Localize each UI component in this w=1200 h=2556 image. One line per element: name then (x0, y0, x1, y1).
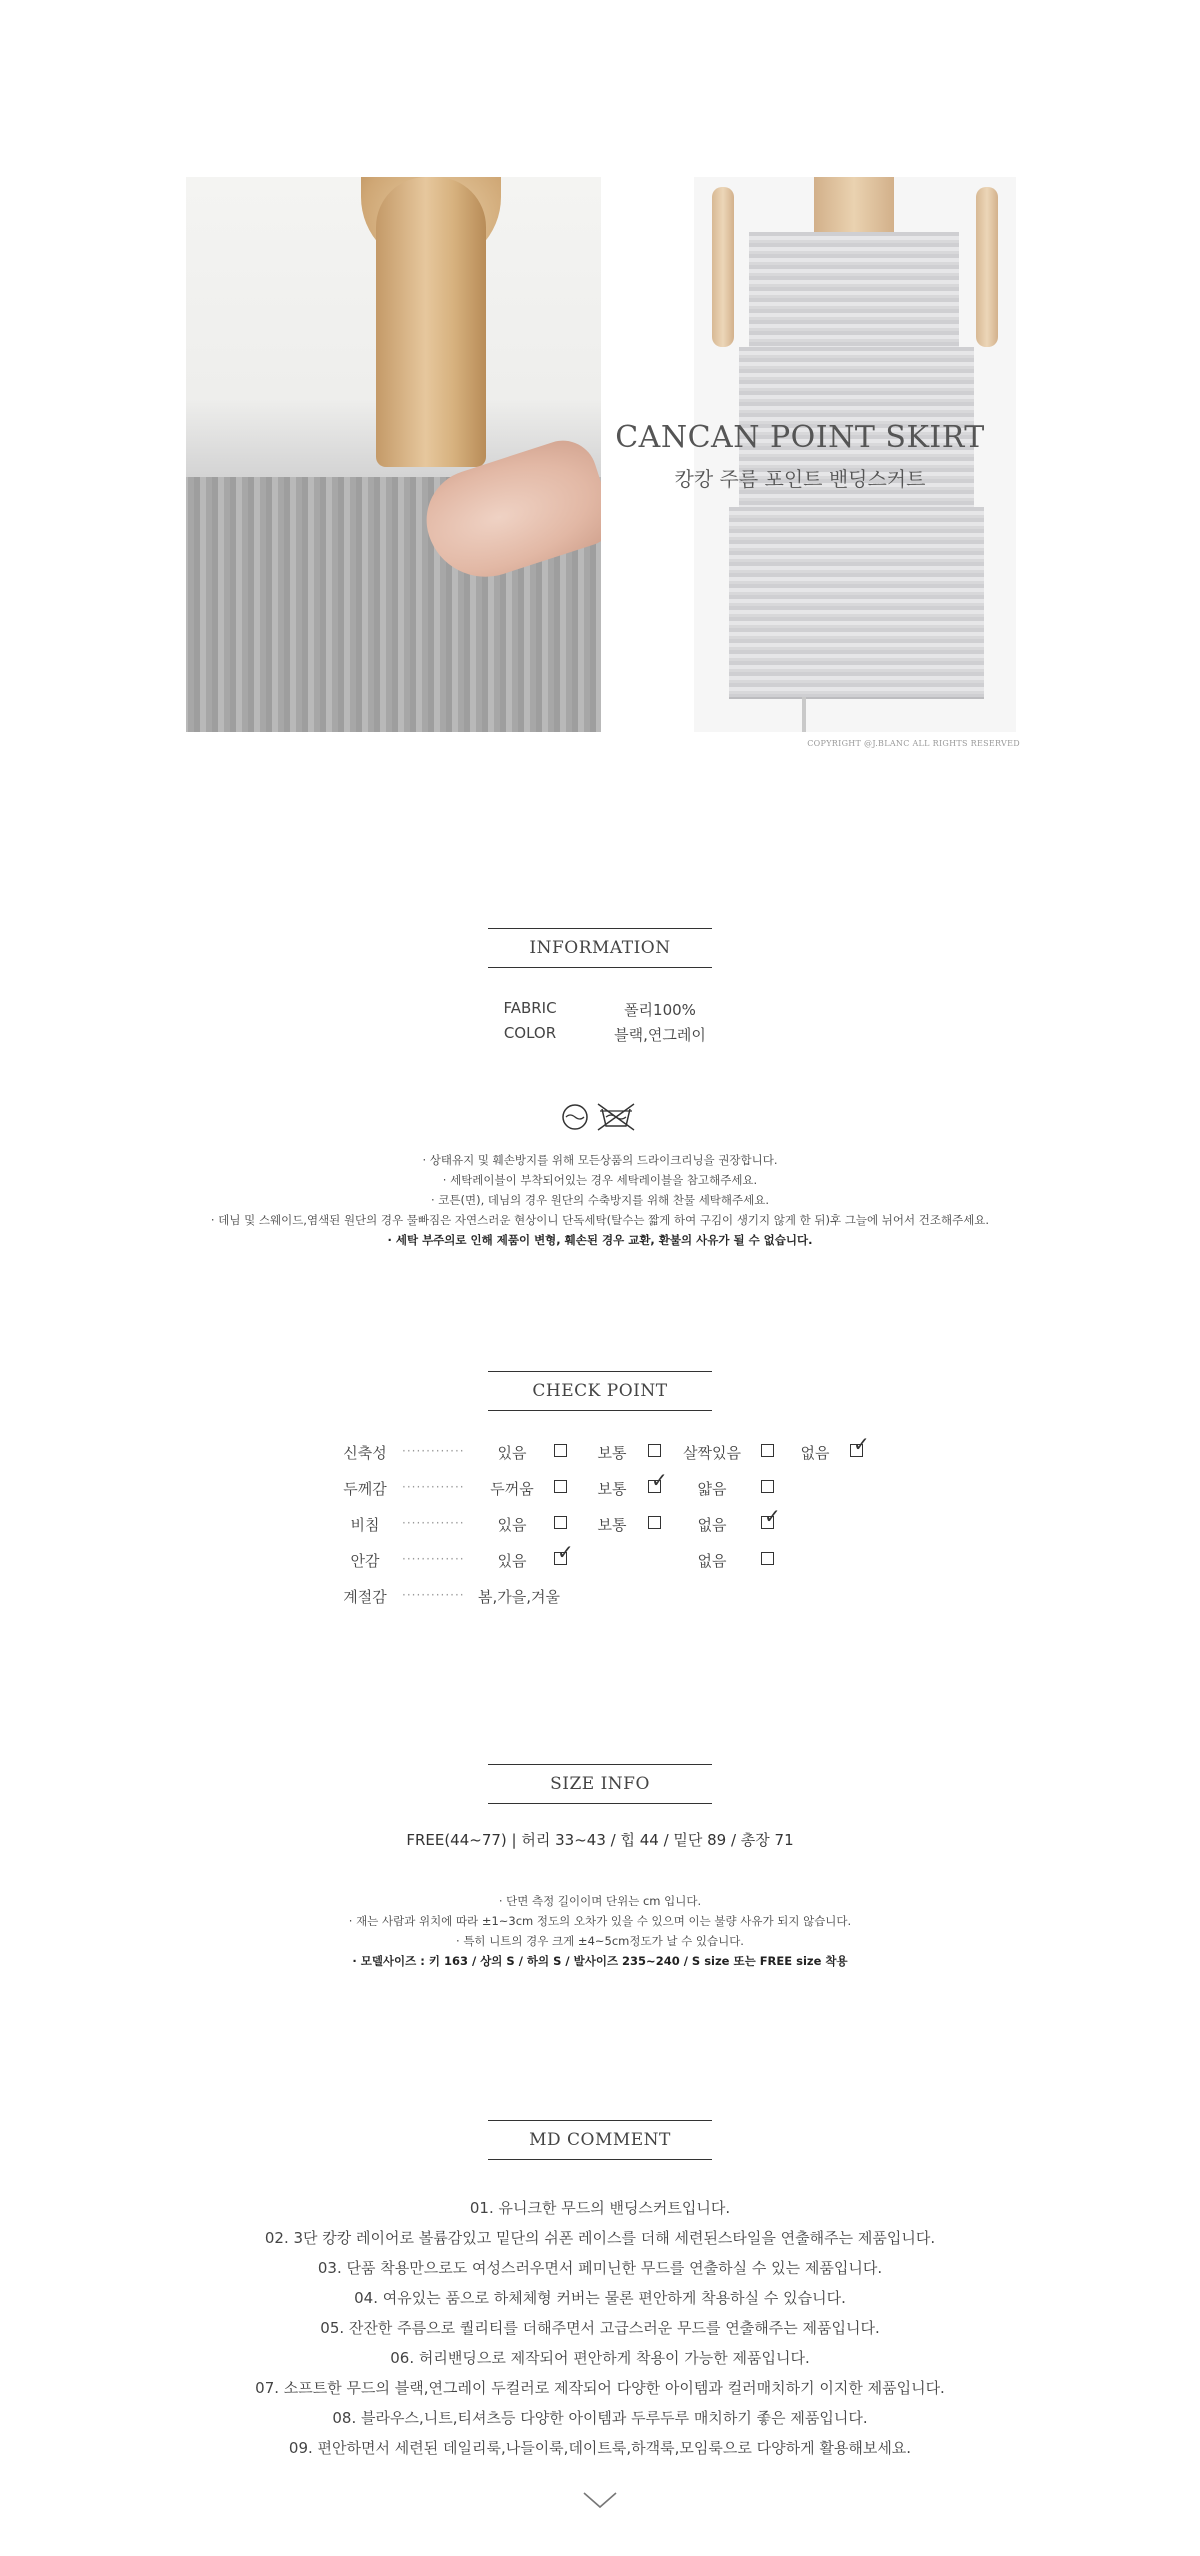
checkbox-unchecked (761, 1480, 774, 1493)
check-label-stretch: 신축성 (343, 1444, 387, 1462)
checkbox-unchecked (761, 1552, 774, 1565)
check-mark-icon: ✓ (764, 1504, 781, 1528)
md-comment-line: 03. 단품 착용만으로도 여성스러우면서 페미닌한 무드를 연출하실 수 있는 제품입니다. (317, 2259, 883, 2277)
detail-photo-ruffle-closeup (186, 177, 601, 732)
section-header-check-point: CHECK POINT (488, 1371, 712, 1411)
dry-clean-icon (563, 1105, 587, 1129)
section-header-size-info: SIZE INFO (488, 1764, 712, 1804)
check-mark-icon: ✓ (853, 1432, 870, 1456)
md-comment-line: 05. 잔잔한 주름으로 퀄리티를 더해주면서 고급스러운 무드를 연출해주는 제품입니다. (320, 2319, 880, 2337)
dot-leader: ············· (402, 1588, 465, 1602)
care-note: · 코튼(면), 데님의 경우 원단의 수축방지를 위해 찬물 세탁해주세요. (430, 1193, 769, 1207)
dot-leader: ············· (402, 1516, 465, 1530)
checkbox-unchecked (648, 1516, 661, 1529)
info-value-fabric: 폴리100% (624, 1001, 696, 1019)
size-note: · 재는 사람과 위치에 따라 ±1~3cm 정도의 오차가 있을 수 있으며 이는 불량 사유가 되지 않습니다. (348, 1914, 852, 1928)
care-icons (560, 1102, 640, 1132)
section-header-information: INFORMATION (488, 928, 712, 968)
dot-leader: ············· (402, 1480, 465, 1494)
checkbox-unchecked (554, 1444, 567, 1457)
option-label: 있음 (497, 1444, 527, 1462)
option-label: 없음 (800, 1444, 830, 1462)
season-value: 봄,가을,겨울 (478, 1588, 560, 1606)
chevron-down-icon (582, 2490, 618, 2510)
size-note: · 특히 니트의 경우 크게 ±4~5cm정도가 날 수 있습니다. (456, 1934, 744, 1948)
size-note: · 단면 측정 길이이며 단위는 cm 입니다. (498, 1894, 702, 1908)
model-size-note: · 모델사이즈 : 키 163 / 상의 S / 하의 S / 발사이즈 235~240 / S size 또는 FREE size 착용 (352, 1954, 848, 1968)
info-value-color: 블랙,연그레이 (614, 1026, 706, 1044)
option-label: 얇음 (697, 1480, 727, 1498)
product-title: CANCAN POINT SKIRT (615, 420, 985, 455)
checkbox-unchecked (554, 1480, 567, 1493)
option-label: 보통 (597, 1444, 627, 1462)
option-label: 있음 (497, 1516, 527, 1534)
care-note: · 세탁레이블이 부착되어있는 경우 세탁레이블을 참고해주세요. (442, 1173, 758, 1187)
md-comment-line: 01. 유니크한 무드의 밴딩스커트입니다. (469, 2199, 731, 2217)
option-label: 보통 (597, 1480, 627, 1498)
md-comment-line: 06. 허리밴딩으로 제작되어 편안하게 착용이 가능한 제품입니다. (390, 2349, 810, 2367)
check-label-lining: 안감 (350, 1552, 380, 1570)
option-label: 살짝있음 (683, 1444, 741, 1462)
option-label: 없음 (697, 1552, 727, 1570)
check-label-sheerness: 비침 (350, 1516, 380, 1534)
no-machine-wash-icon (598, 1104, 634, 1130)
check-mark-icon: ✓ (557, 1540, 574, 1564)
option-label: 없음 (697, 1516, 727, 1534)
info-label-fabric: FABRIC (503, 999, 557, 1017)
check-mark-icon: ✓ (651, 1468, 668, 1492)
care-note: · 상태유지 및 훼손방지를 위해 모든상품의 드라이크리닝을 권장합니다. (422, 1153, 778, 1167)
care-warning: · 세탁 부주의로 인해 제품이 변형, 훼손된 경우 교환, 환불의 사유가 될 수 없습니다. (387, 1233, 813, 1247)
section-header-md-comment: MD COMMENT (488, 2120, 712, 2160)
dot-leader: ············· (402, 1444, 465, 1458)
copyright-text: COPYRIGHT @J.BLANC ALL RIGHTS RESERVED (807, 739, 1020, 748)
checkbox-unchecked (761, 1444, 774, 1457)
size-measurements: FREE(44~77) | 허리 33~43 / 힙 44 / 밑단 89 / 총장 71 (406, 1831, 794, 1849)
care-note: · 데님 및 스웨이드,염색된 원단의 경우 물빠짐은 자연스러운 현상이니 단독세탁(탈수는 짧게 하여 구김이 생기지 않게 한 뒤)후 그늘에 뉘어서 건조해주세요. (210, 1213, 990, 1227)
option-label: 두꺼움 (490, 1480, 534, 1498)
md-comment-line: 08. 블라우스,니트,티셔츠등 다양한 아이템과 두루두루 매치하기 좋은 제품입니다. (332, 2409, 868, 2427)
md-comment-line: 04. 여유있는 품으로 하체체형 커버는 물론 편안하게 착용하실 수 있습니다. (354, 2289, 846, 2307)
md-comment-line: 02. 3단 캉캉 레이어로 볼륨감있고 밑단의 쉬폰 레이스를 더해 세련된스타일을 연출해주는 제품입니다. (264, 2229, 936, 2247)
checkbox-unchecked (648, 1444, 661, 1457)
check-label-thickness: 두께감 (343, 1480, 387, 1498)
md-comment-line: 07. 소프트한 무드의 블랙,연그레이 두컬러로 제작되어 다양한 아이템과 컬러매치하기 이지한 제품입니다. (255, 2379, 945, 2397)
md-comment-line: 09. 편안하면서 세련된 데일리룩,나들이룩,데이트룩,하객룩,모임룩으로 다양하게 활용해보세요. (288, 2439, 912, 2457)
option-label: 있음 (497, 1552, 527, 1570)
dot-leader: ············· (402, 1552, 465, 1566)
info-label-color: COLOR (503, 1024, 557, 1042)
option-label: 보통 (597, 1516, 627, 1534)
checkbox-unchecked (554, 1516, 567, 1529)
product-subtitle: 캉캉 주름 포인트 밴딩스커트 (674, 467, 926, 491)
check-label-season: 계절감 (343, 1588, 387, 1606)
